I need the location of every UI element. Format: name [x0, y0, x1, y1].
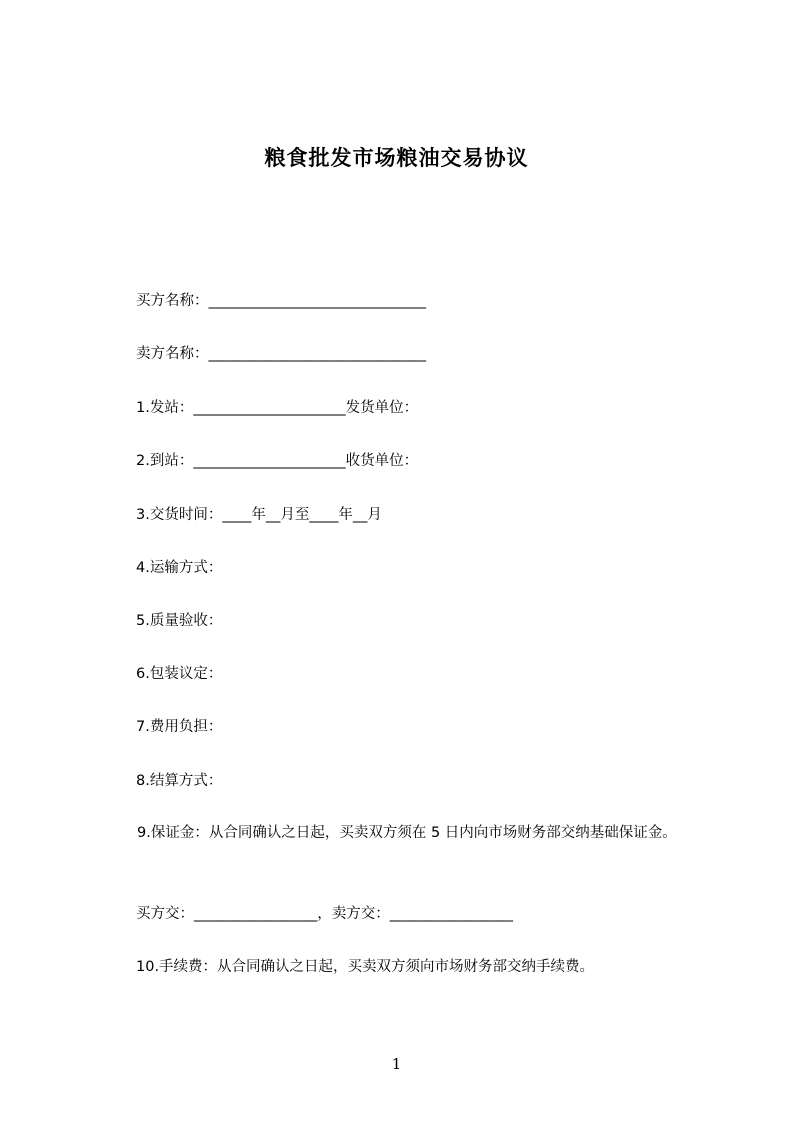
seller-name-line: 卖方名称：______________________________: [136, 346, 426, 362]
document-title: 粮食批发市场粮油交易协议: [264, 146, 529, 170]
page-number: 1: [391, 1055, 402, 1073]
clause-8-settlement: 8.结算方式：: [136, 773, 223, 789]
clause-3-delivery-time: 3.交货时间：____年__月至____年__月: [136, 507, 382, 523]
clause-7-cost-bearing: 7.费用负担：: [136, 719, 223, 735]
clause-5-quality-inspection: 5.质量验收：: [136, 613, 223, 629]
buyer-name-line: 买方名称：______________________________: [136, 293, 426, 309]
deposit-amounts-line: 买方交：_________________，卖方交：_________________: [136, 906, 513, 922]
clause-6-packaging: 6.包装议定：: [136, 666, 223, 682]
clause-10-handling-fee: 10.手续费：从合同确认之日起，买卖双方须向市场财务部交纳手续费。: [136, 959, 595, 975]
clause-9-deposit: 9.保证金：从合同确认之日起，买卖双方须在 5 日内向市场财务部交纳基础保证金。: [137, 825, 677, 841]
clause-4-transport-method: 4.运输方式：: [136, 560, 223, 576]
clause-2-arrival-station: 2.到站：_____________________收货单位：: [136, 453, 419, 469]
clause-1-departure-station: 1.发站：_____________________发货单位：: [136, 400, 419, 416]
